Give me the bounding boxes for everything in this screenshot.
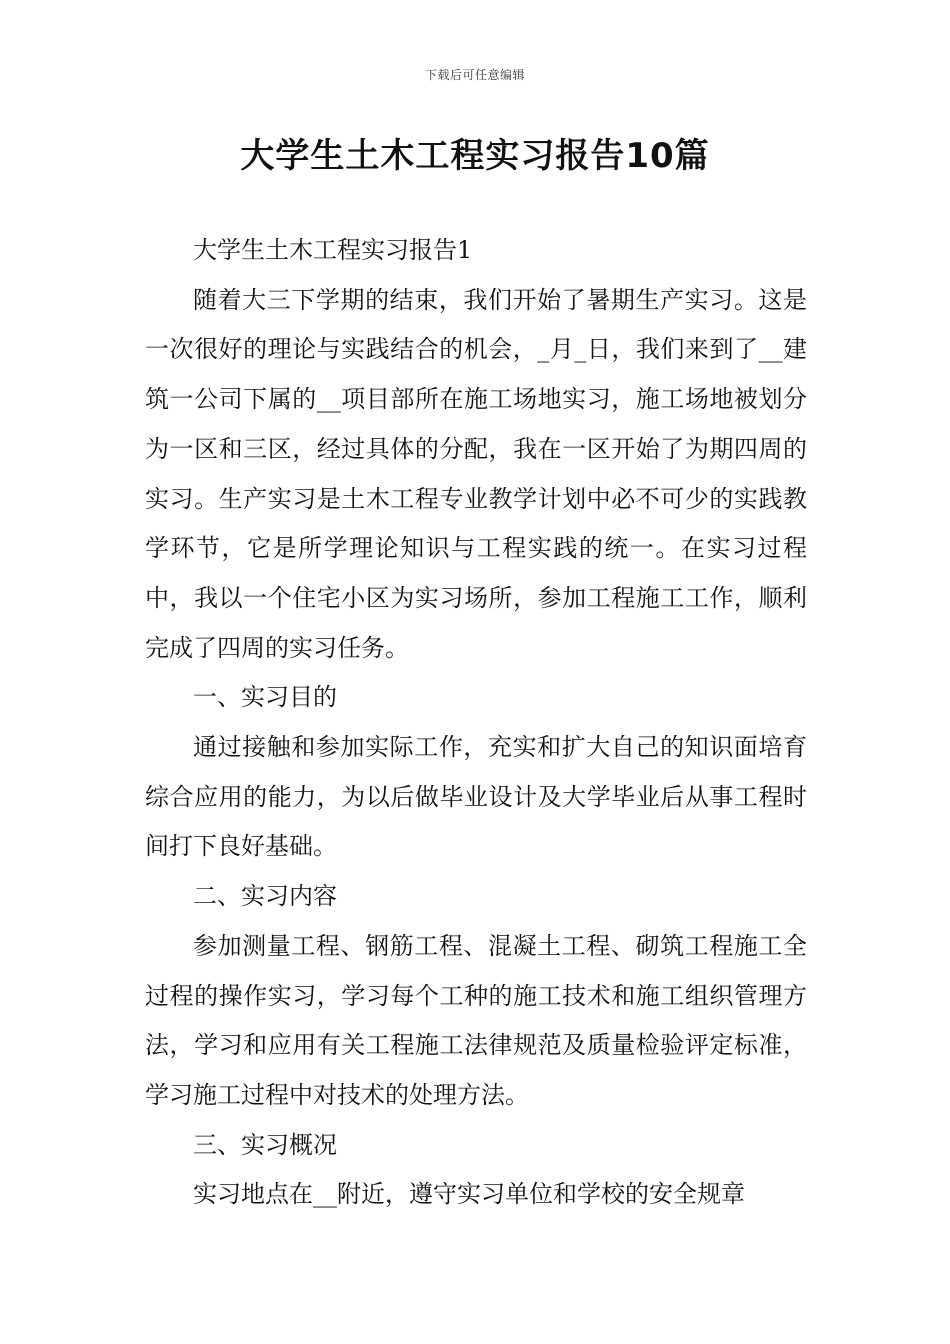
- paragraph-purpose: 通过接触和参加实际工作，充实和扩大自己的知识面培育综合应用的能力，为以后做毕业设计及大学毕业后从事工程时间打下良好基础。: [145, 733, 807, 861]
- section-heading-purpose: 一、实习目的: [193, 683, 337, 712]
- paragraph-overview: 实习地点在__附近，遵守实习单位和学校的安全规章: [193, 1180, 745, 1209]
- report-subtitle: 大学生土木工程实习报告1: [193, 236, 473, 264]
- paragraph-content: 参加测量工程、钢筋工程、混凝土工程、砌筑工程施工全过程的操作实习，学习每个工种的施工技术和施工组织管理方法，学习和应用有关工程施工法律规范及质量检验评定标准，学习施工过程中对技术的处理方法。: [145, 931, 807, 1109]
- document-body: [145, 226, 807, 1220]
- header-note: 下载后可任意编辑: [424, 68, 525, 82]
- document-title: 大学生土木工程实习报告10篇: [240, 136, 710, 176]
- paragraph-intro: 随着大三下学期的结束，我们开始了暑期生产实习。这是一次很好的理论与实践结合的机会，_月_日，我们来到了__建筑一公司下属的__项目部所在施工场地实习，施工场地被划分为一区和三区，经过具体的分配，我在一区开始了为期四周的实习。生产实习是土木工程专业教学计划中必不可少的实践教学环节，它是所学理论知识与工程实践的统一。在实习过程中，我以一个住宅小区为实习场所，参加工程施工工作，顺利完成了四周的实习任务。: [145, 285, 807, 662]
- section-heading-overview: 三、实习概况: [193, 1130, 337, 1159]
- section-heading-content: 二、实习内容: [193, 882, 337, 911]
